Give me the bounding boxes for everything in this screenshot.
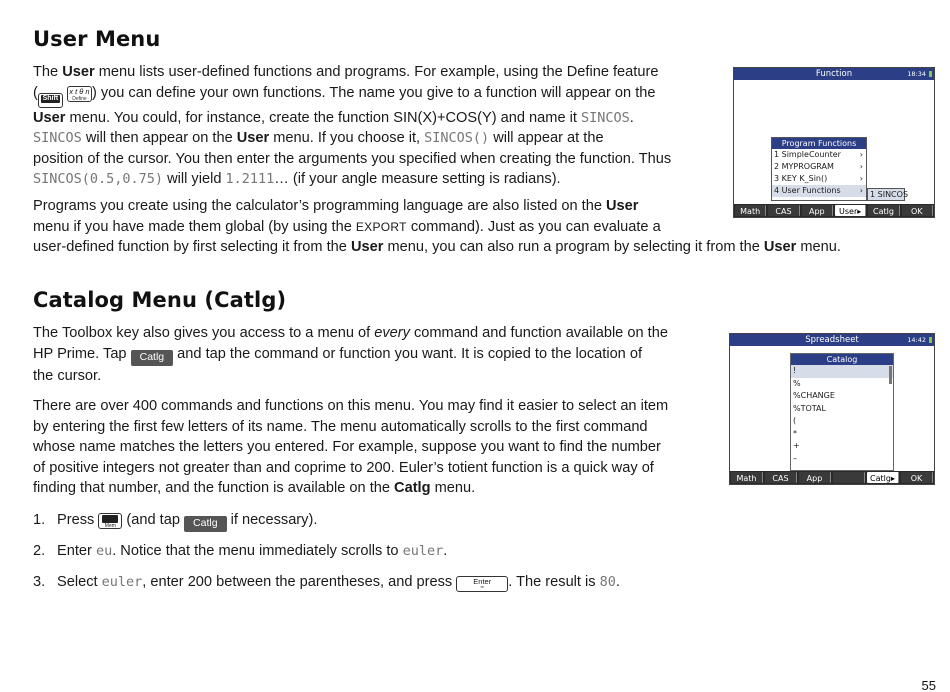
screen-clock: 18:34 [907, 70, 926, 78]
chevron-right-icon: › [859, 174, 863, 183]
menu-header: Program Functions [772, 138, 866, 149]
toolbox-mem-key-icon: Mem [98, 513, 122, 529]
line: User menu. You could, for instance, create the function SIN(X)+COS(Y) and name it SINCOS. [33, 109, 634, 126]
xttheta-key-icon: x t θ n Define [67, 86, 92, 102]
line: The Toolbox key also gives you access to a menu of every command and function available on the [33, 325, 668, 341]
page-number: 55 [921, 678, 936, 692]
submenu-item-sincos[interactable]: 1 SINCOS [870, 190, 909, 199]
line: whose name matches the letters you entered. For example, suppose you want to find the number [33, 439, 661, 456]
line: menu if you have made them global (by using the EXPORT command). Just as you can evaluate a [33, 218, 661, 235]
softkey-bar [730, 471, 934, 484]
program-functions-menu [771, 137, 867, 201]
catalog-item[interactable]: ( [793, 416, 797, 425]
catlg-softkey-icon: Catlg [131, 350, 174, 366]
line: SINCOS will then appear on the User menu. If you choose it, SINCOS() will appear at the [33, 130, 604, 147]
softkey-user[interactable]: User▸ [835, 205, 866, 216]
shift-key-icon: Shift [38, 93, 63, 108]
line: of positive integers not greater than and coprime to 200. Euler’s totient function is a quick way of [33, 459, 654, 476]
softkey-ok[interactable]: OK [901, 472, 933, 483]
user-menu-paragraph-1 [33, 62, 723, 190]
line: ( Shift x t θ n Define ) you can define your own functions. The name you give to a function will appear on the [33, 83, 723, 108]
line: finding that number, and the function is available on the Catlg menu. [33, 480, 476, 497]
catalog-item[interactable]: % [793, 378, 801, 388]
line: position of the cursor. You then enter the arguments you specified when creating the function. Thus [33, 150, 672, 167]
battery-icon [929, 337, 932, 343]
catalog-item[interactable]: %CHANGE [793, 391, 835, 400]
section-title-catalog-menu: Catalog Menu (Catlg) [33, 288, 287, 312]
chevron-right-icon: › [859, 150, 863, 159]
catalog-screenshot [729, 333, 935, 485]
softkey-math[interactable]: Math [735, 205, 766, 216]
catalog-paragraph-1 [33, 323, 723, 386]
softkey-catlg[interactable]: Catlg▸ [867, 472, 899, 483]
scrollbar[interactable] [889, 366, 892, 384]
softkey-blank[interactable] [833, 472, 865, 483]
step-2: 2. Enter eu. Notice that the menu immediately scrolls to euler. [33, 541, 733, 562]
step-1: 1. Press Mem (and tap Catlg if necessary). [33, 510, 733, 532]
menu-item[interactable]: 3 KEY K_Sin() › [774, 174, 863, 183]
softkey-catlg[interactable]: Catlg [868, 205, 899, 216]
line: The User menu lists user-defined functions and programs. For example, using the Define feature [33, 64, 659, 80]
menu-item-selected[interactable]: 4 User Functions › [772, 185, 866, 197]
catalog-item-selected[interactable]: ! [791, 365, 893, 378]
catalog-menu [790, 353, 894, 471]
line: Programs you create using the calculator’s programming language are also listed on the User [33, 198, 639, 214]
catalog-item[interactable]: – [793, 453, 797, 463]
menu-item[interactable]: 2 MYPROGRAM › [774, 162, 863, 171]
catalog-item[interactable]: * [793, 428, 797, 438]
line: SINCOS(0.5,0.75) will yield 1.2111… (if your angle measure setting is radians). [33, 171, 561, 188]
softkey-cas[interactable]: CAS [768, 205, 799, 216]
line: the cursor. [33, 367, 102, 384]
line: by entering the first few letters of its name. The menu automatically scrolls to the first command [33, 418, 648, 435]
catalog-paragraph-2 [33, 396, 723, 499]
step-3: 3. Select euler, enter 200 between the parentheses, and press Enter ≈ . The result is 80. [33, 574, 620, 591]
chevron-right-icon: › [859, 162, 863, 171]
step-number: 3. [33, 574, 46, 590]
softkey-math[interactable]: Math [731, 472, 763, 483]
enter-key-icon: Enter ≈ [456, 576, 508, 592]
softkey-bar [734, 204, 934, 217]
softkey-cas[interactable]: CAS [765, 472, 797, 483]
catlg-softkey-icon: Catlg [184, 516, 227, 532]
softkey-app[interactable]: App [802, 205, 833, 216]
screen-title: Function [815, 69, 853, 79]
battery-icon [929, 71, 932, 77]
catalog-item[interactable]: %TOTAL [793, 403, 826, 413]
screen-clock: 14:42 [907, 336, 926, 344]
catalog-item[interactable]: + [793, 441, 800, 450]
submenu [867, 188, 909, 201]
chevron-right-icon: › [859, 186, 863, 195]
section-title-user-menu: User Menu [33, 27, 161, 51]
softkey-app[interactable]: App [799, 472, 831, 483]
softkey-ok[interactable]: OK [902, 205, 933, 216]
menu-item[interactable]: 1 SimpleCounter › [774, 150, 863, 159]
user-menu-screenshot [733, 67, 935, 218]
screen-title: Spreadsheet [805, 335, 859, 345]
step-number: 1. [33, 512, 46, 528]
line: There are over 400 commands and functions on this menu. You may find it easier to select an item [33, 398, 669, 414]
line: user-defined function by first selecting it from the User menu, you can also run a program by selecting it from the User menu. [33, 239, 841, 256]
screen-title-bar [730, 334, 934, 346]
step-number: 2. [33, 543, 46, 559]
line: HP Prime. Tap Catlg and tap the command or function you want. It is copied to the location of [33, 344, 723, 366]
screen-title-bar [734, 68, 934, 80]
menu-header: Catalog [791, 354, 893, 365]
